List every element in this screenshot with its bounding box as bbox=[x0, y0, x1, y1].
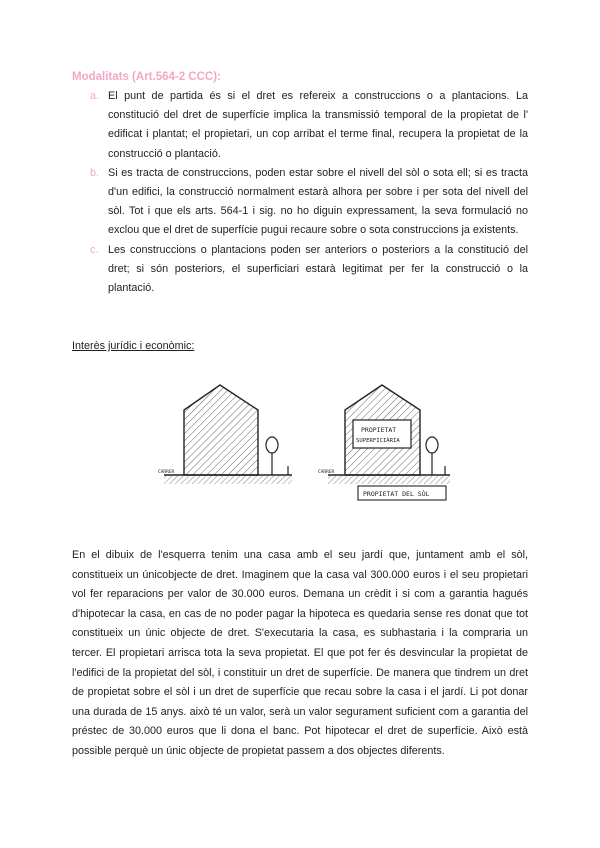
list-marker: a. bbox=[90, 90, 100, 102]
land-property-label: PROPIETAT DEL SÒL bbox=[363, 490, 430, 498]
section-heading: Modalitats (Art.564-2 CCC): bbox=[72, 71, 221, 83]
list-item bbox=[72, 87, 528, 164]
left-street-label: CARRER bbox=[158, 470, 175, 475]
left-house bbox=[184, 385, 258, 475]
list-item-text: Les construccions o plantacions poden ser anteriors o posteriors a la constitució del dret; si són posteriors, el superficiari estarà legitimat per fer la construcció o la plantació. bbox=[108, 243, 528, 295]
left-ground-hatch bbox=[164, 476, 292, 484]
list-marker: b. bbox=[90, 166, 100, 179]
list-marker: c. bbox=[90, 243, 99, 256]
right-ground-hatch bbox=[328, 476, 450, 484]
surface-property-label-2: SUPERFICIÀRIA bbox=[356, 438, 400, 444]
right-street-label: CARRER bbox=[318, 470, 335, 475]
surface-property-label-1: PROPIETAT bbox=[361, 426, 397, 434]
list-item bbox=[72, 164, 528, 241]
list-item bbox=[72, 241, 528, 299]
explanation-paragraph: En el dibuix de l'esquerra tenim una casa amb el seu jardí que, juntament amb el sòl, constitueix un únicobjecte de dret. Imaginem que la casa val 300.000 euros i el seu propietari vol fer reparacions per valor de 30.000 euros. Demana un crèdit i si com a garantia hagués d'hipotecar la casa, en cas de no poder pagar la hipoteca es quedaria sense res donat que tot constitueix un únic objecte de dret. S'executaria la casa, es subhastaria i la compraria un tercer. El propietari arrisca tota la seva propietat. El que pot fer és desvincular la propietat de l'edifici de la propietat del sòl, i constituir un dret de superfície. De manera que tindrem un dret de propietat sobre el sòl i un dret de superfície que recau sobre la casa i el jardí. Li pot donar una durada de 15 anys. això té un valor, serà un valor segurament suficient com a garantia del préstec de 30.000 euros que li dona el banc. Pot hipotecar el dret de superfície. Això està possible perquè un únic objecte de propietat passem a dos objectes diferents. bbox=[72, 549, 528, 757]
left-tree-icon bbox=[266, 437, 278, 453]
list-item-text: El punt de partida és si el dret es refereix a construccions o a plantacions. La constitució del dret de superfície implica la transmissió temporal de la propietat de l' edificat i plantat; el propietari, un cop arribat el terme final, recupera la propietat de la construcció o plantació. bbox=[108, 90, 528, 160]
modalities-list bbox=[72, 87, 528, 298]
right-tree-icon bbox=[426, 437, 438, 453]
house-sketch-figure bbox=[160, 380, 450, 515]
list-item-text: Si es tracta de construccions, poden estar sobre el nivell del sòl o sota ell; si es tracta d'un edifici, la construcció normalment estarà alhora per sobre i per sota del nivell del sòl. Tot i que els arts. 564-1 i sig. no ho diguin expressament, la seva formulació no exclou que el dret de superfície pugui recaure sobre o sota construccions ja existents. bbox=[108, 166, 528, 237]
left-drawing bbox=[158, 385, 292, 484]
subheading: Interès jurídic i econòmic: bbox=[72, 340, 195, 352]
right-drawing bbox=[318, 385, 450, 500]
